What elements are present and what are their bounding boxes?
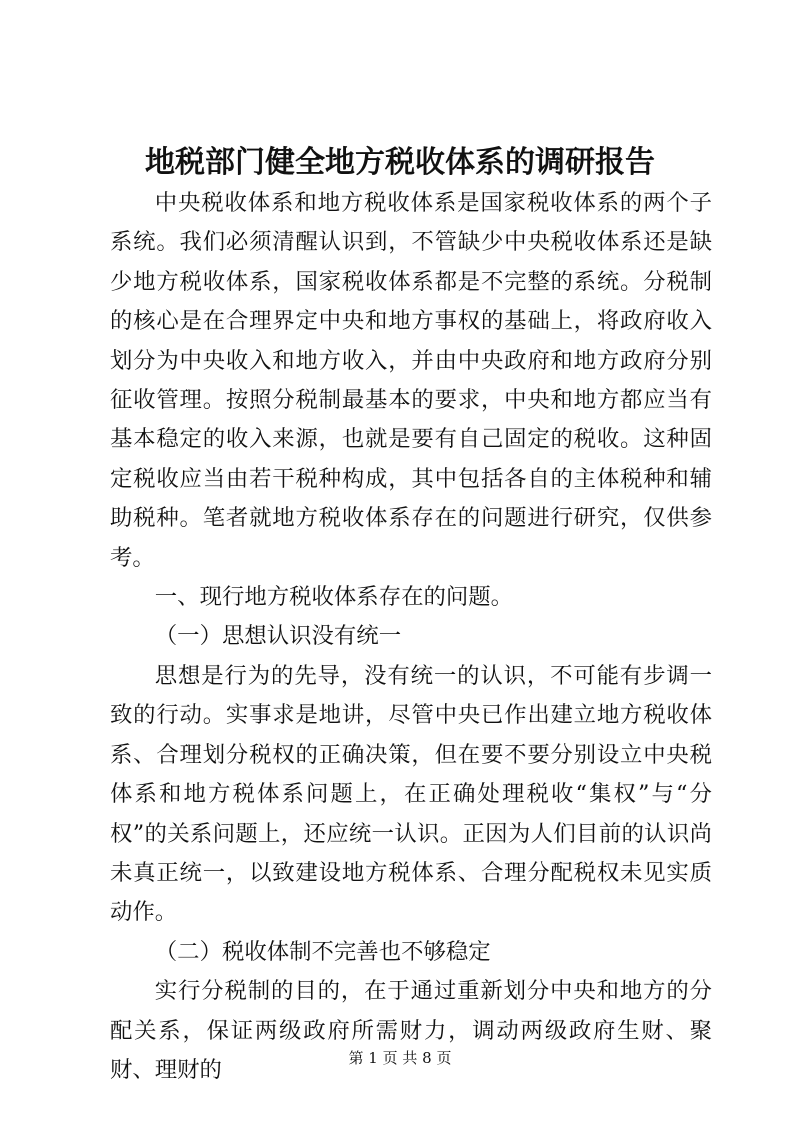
paragraph-1: 思想是行为的先导，没有统一的认识，不可能有步调一致的行动。实事求是地讲，尽管中央已作出建立地方税收体系、合理划分税权的正确决策，但在要不要分别设立中央税体系和地方税体系问题上，在正确处理税收“集权”与“分权”的关系问题上，还应统一认识。正因为人们目前的认识尚未真正统一，以致建设地方税体系、合理分配税权未见实质动作。 (110, 662, 712, 926)
section-heading-1: 一、现行地方税收体系存在的问题。 (154, 584, 514, 611)
document-title: 地税部门健全地方税收体系的调研报告 (145, 145, 655, 180)
document-body (110, 184, 712, 1090)
subsection-heading-2: （二）税收体制不完善也不够稳定 (154, 938, 491, 965)
subsection-heading-1: （一）思想认识没有统一 (154, 623, 402, 650)
paragraph-2: 实行分税制的目的，在于通过重新划分中央和地方的分配关系，保证两级政府所需财力，调动两级政府生财、聚财、理财的 (110, 978, 712, 1083)
page-footer: 第 1 页 共 8 页 (348, 1049, 452, 1067)
intro-paragraph: 中央税收体系和地方税收体系是国家税收体系的两个子系统。我们必须清醒认识到，不管缺少中央税收体系还是缺少地方税收体系，国家税收体系都是不完整的系统。分税制的核心是在合理界定中央和地方事权的基础上，将政府收入划分为中央收入和地方收入，并由中央政府和地方政府分别征收管理。按照分税制最基本的要求，中央和地方都应当有基本稳定的收入来源，也就是要有自己固定的税收。这种固定税收应当由若干税种构成，其中包括各自的主体税种和辅助税种。笔者就地方税收体系存在的问题进行研究，仅供参考。 (110, 190, 712, 571)
